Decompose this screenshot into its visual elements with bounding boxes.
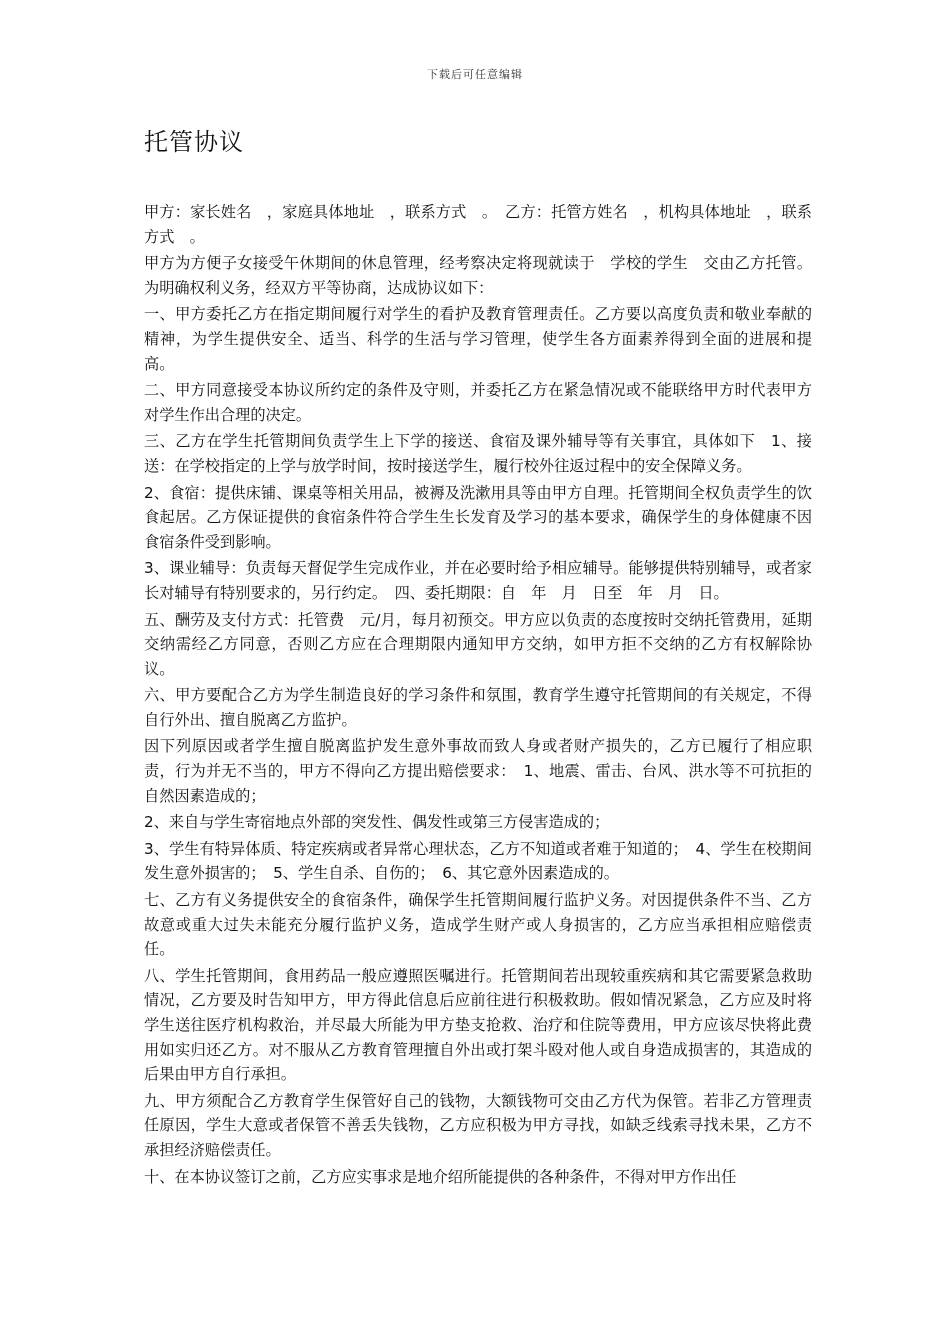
- paragraph-exemptions: 因下列原因或者学生擅自脱离监护发生意外事故而致人身或者财产损失的，乙方已履行了相应职责，行为并无不当的，甲方不得向乙方提出赔偿要求： 1、地震、雷击、台风、洪水等不可抗拒的自然因素造成的；: [144, 737, 812, 805]
- paragraph-exemption-3: 3、学生有特异体质、特定疾病或者异常心理状态，乙方不知道或者难于知道的； 4、学生在校期间发生意外损害的； 5、学生自杀、自伤的； 6、其它意外因素造成的。: [144, 839, 812, 883]
- paragraph-clause-8: 八、学生托管期间，食用药品一般应遵照医嘱进行。托管期间若出现较重疾病和其它需要紧急救助情况，乙方要及时告知甲方，甲方得此信息后应前往进行积极救助。假如情况紧急，乙方应及时将学生送往医疗机构救治，并尽最大所能为甲方垫支抢救、治疗和住院等费用，甲方应该尽快将此费用如实归还乙方。对不服从乙方教育管理擅自外出或打架斗殴对他人或自身造成损害的，其造成的后果由甲方自行承担。: [144, 966, 812, 1084]
- paragraph-clause-5: 五、酬劳及支付方式：托管费 元/月，每月初预交。甲方应以负责的态度按时交纳托管费用，延期交纳需经乙方同意，否则乙方应在合理期限内通知甲方交纳，如甲方拒不交纳的乙方有权解除协议。: [144, 610, 812, 678]
- paragraph-exemption-2: 2、来自与学生寄宿地点外部的突发性、偶发性或第三方侵害造成的；: [144, 813, 610, 832]
- paragraph-clause-9: 九、甲方须配合乙方教育学生保管好自己的钱物，大额钱物可交由乙方代为保管。若非乙方管理责任原因，学生大意或者保管不善丢失钱物，乙方应积极为甲方寻找，如缺乏线索寻找未果，乙方不承担经济赔偿责任。: [144, 1091, 812, 1159]
- document-body: [144, 200, 812, 1191]
- paragraph-clause-7: 七、乙方有义务提供安全的食宿条件，确保学生托管期间履行监护义务。对因提供条件不当、乙方故意或重大过失未能充分履行监护义务，造成学生财产或人身损害的，乙方应当承担相应赔偿责任。: [144, 891, 812, 959]
- paragraph-clause-3-2: 2、食宿：提供床铺、课桌等相关用品，被褥及洗漱用具等由甲方自理。托管期间全权负责学生的饮食起居。乙方保证提供的食宿条件符合学生生长发育及学习的基本要求，确保学生的身体健康不因食宿条件受到影响。: [144, 483, 812, 551]
- paragraph-clause-1: 一、甲方委托乙方在指定期间履行对学生的看护及教育管理责任。乙方要以高度负责和敬业奉献的精神，为学生提供安全、适当、科学的生活与学习管理，使学生各方面素养得到全面的进展和提高。: [144, 305, 812, 373]
- paragraph-clause-2: 二、甲方同意接受本协议所约定的条件及守则，并委托乙方在紧急情况或不能联络甲方时代表甲方对学生作出合理的决定。: [144, 381, 812, 424]
- paragraph-clause-3-3: 3、课业辅导：负责每天督促学生完成作业，并在必要时给予相应辅导。能够提供特别辅导，或者家长对辅导有特别要求的，另行约定。 四、委托期限：自 年 月 日至 年 月 日。: [144, 559, 812, 602]
- paragraph-parties: 甲方：家长姓名 ，家庭具体地址 ，联系方式 。 乙方：托管方姓名 ，机构具体地址 ，联系方式 。: [144, 203, 812, 246]
- paragraph-clause-3: 三、乙方在学生托管期间负责学生上下学的接送、食宿及课外辅导等有关事宜，具体如下 1、接送：在学校指定的上学与放学时间，按时接送学生，履行校外往返过程中的安全保障义务。: [144, 432, 812, 475]
- paragraph-intro: 甲方为方便子女接受午休期间的休息管理，经考察决定将现就读于 学校的学生 交由乙方托管。为明确权利义务，经双方平等协商，达成协议如下：: [144, 254, 812, 297]
- document-title: 托管协议: [144, 128, 244, 156]
- paragraph-clause-6: 六、甲方要配合乙方为学生制造良好的学习条件和氛围，教育学生遵守托管期间的有关规定，不得自行外出、擅自脱离乙方监护。: [144, 686, 812, 729]
- paragraph-clause-10: 十、在本协议签订之前，乙方应实事求是地介绍所能提供的各种条件，不得对甲方作出任: [144, 1167, 737, 1186]
- header-note: 下载后可任意编辑: [427, 68, 523, 81]
